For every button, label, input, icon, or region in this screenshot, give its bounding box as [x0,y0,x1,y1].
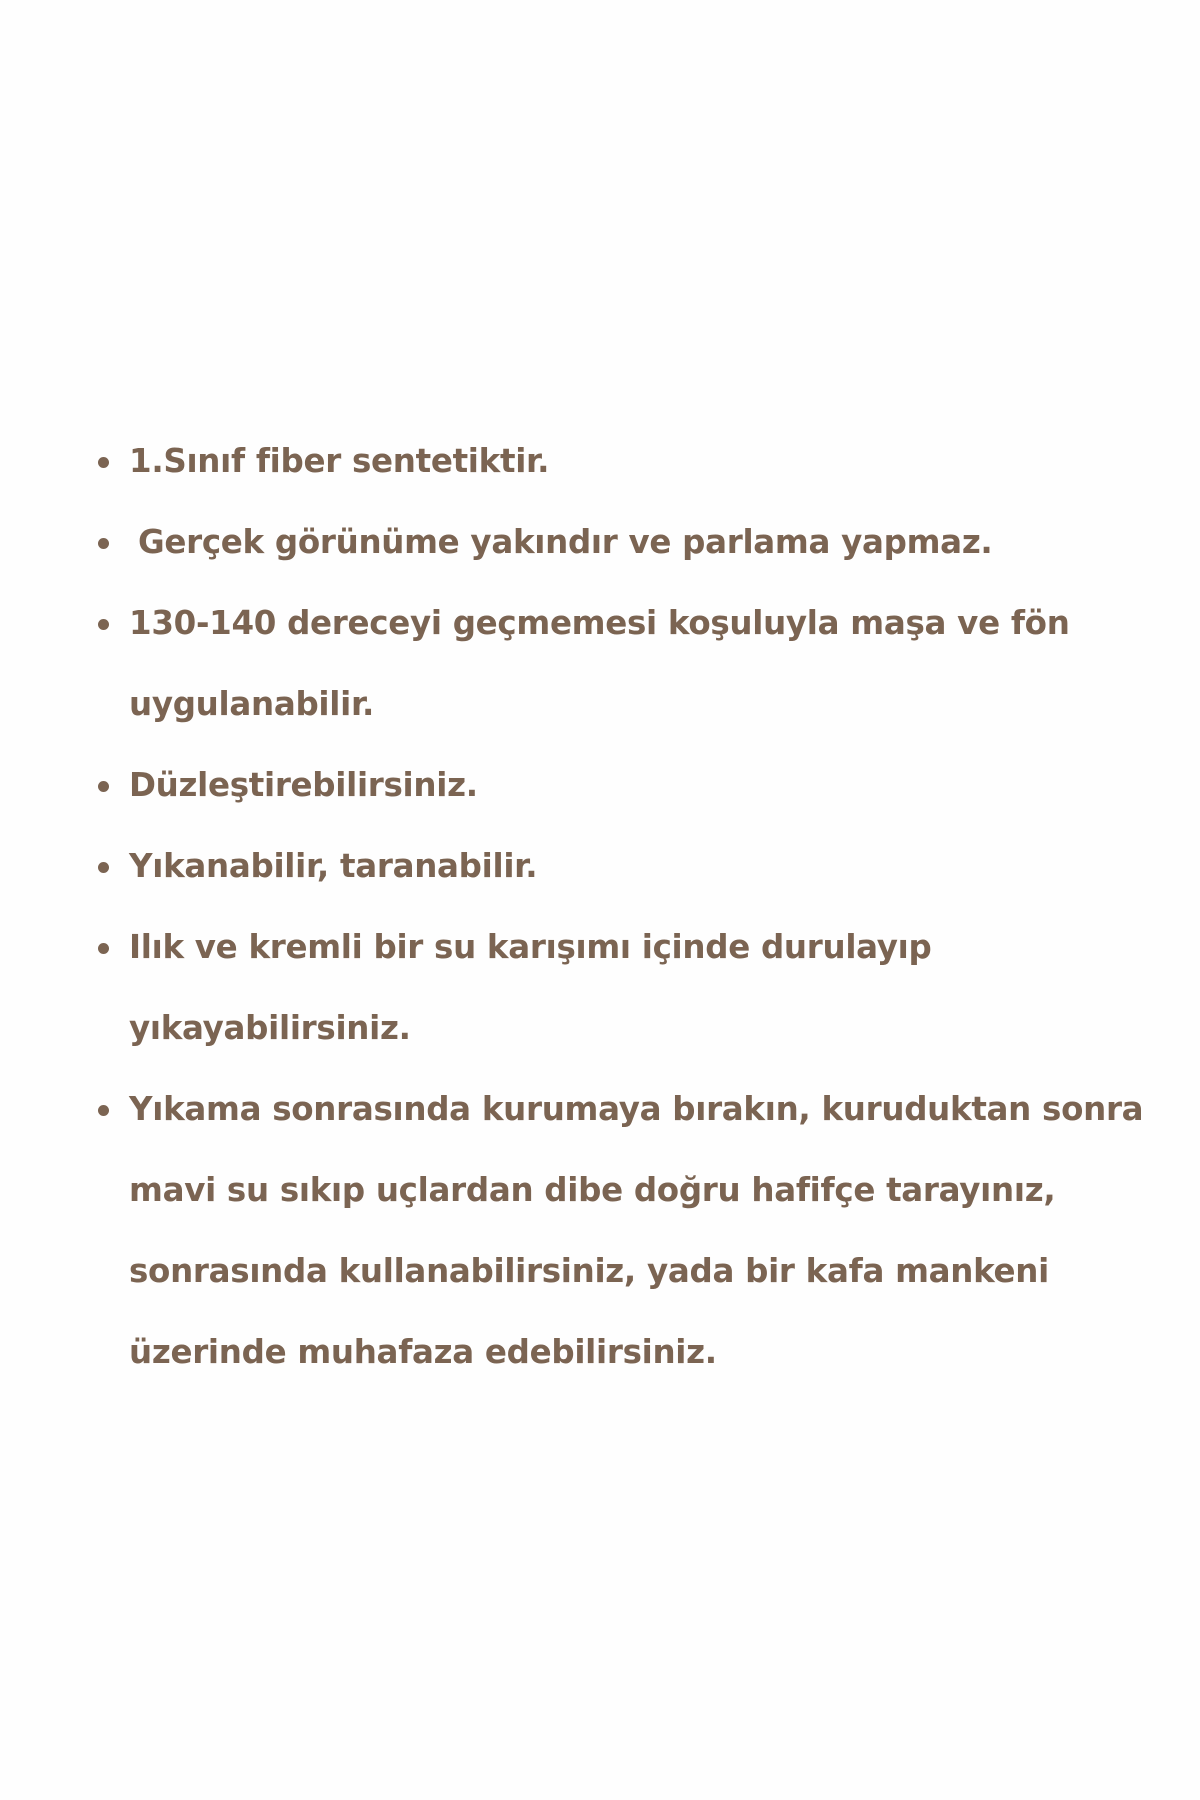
feature-text-line-2: yıkayabilirsiniz. [129,1009,411,1047]
feature-item-straightening [92,745,1152,826]
feature-text-line-2: mavi su sıkıp uçlardan dibe doğru hafifçe tarayınız, [129,1171,1056,1209]
feature-item-drying-care [92,1069,1152,1393]
feature-text-line-1: Ilık ve kremli bir su karışımı içinde durulayıp [129,928,932,966]
feature-text-line-2: uygulanabilir. [129,685,375,723]
feature-text: Yıkanabilir, taranabilir. [129,847,538,885]
feature-item-heat-styling [92,583,1152,745]
feature-item-washable [92,826,1152,907]
feature-item-natural-look [92,502,1152,583]
feature-text-line-1: Yıkama sonrasında kurumaya bırakın, kuruduktan sonra [129,1090,1144,1128]
feature-text-line-4: üzerinde muhafaza edebilirsiniz. [129,1333,717,1371]
feature-text-line-1: 130-140 dereceyi geçmemesi koşuluyla maşa ve fön [129,604,1070,642]
feature-item-washing-method [92,907,1152,1069]
feature-list [92,421,1152,1393]
feature-text: Düzleştirebilirsiniz. [129,766,478,804]
product-features-section [92,421,1152,1393]
feature-item-synthetic-fiber [92,421,1152,502]
feature-text-line-3: sonrasında kullanabilirsiniz, yada bir kafa mankeni [129,1252,1049,1290]
feature-text: Gerçek görünüme yakındır ve parlama yapmaz. [138,523,993,561]
feature-text: 1.Sınıf fiber sentetiktir. [129,442,550,480]
